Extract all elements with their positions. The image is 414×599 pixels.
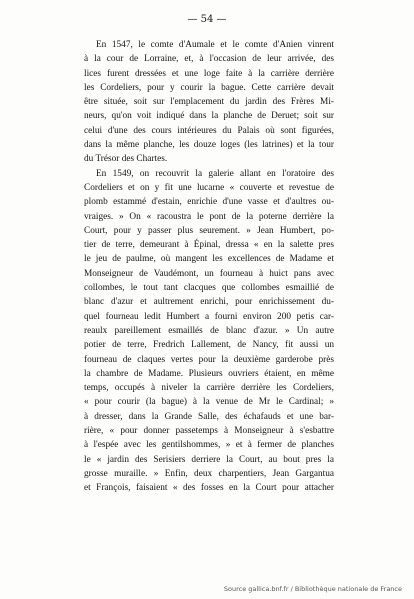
text-line: dans la même planche, les douze loges (les latrines) et la tour xyxy=(84,140,334,151)
text-line: plomb estammé d'estain, enrichie d'une vasse et d'aultres ou- xyxy=(84,197,334,208)
paragraph xyxy=(84,167,334,496)
text-line: blanc d'azur et aultrement enrichi, pour enrichissement du- xyxy=(84,297,334,308)
text-line: à l'espée avec les gentilshommes, » et à fermer de planches xyxy=(84,440,334,451)
text-line: tier de terre, demeurant à Épinal, dressa « en la salette pres xyxy=(84,240,334,251)
text-line: collombes, le tout tant clacques que collombes esmaillié de xyxy=(84,283,334,294)
text-line: rière, « pour donner passetemps à Monseigneur à s'esbattre xyxy=(84,426,334,437)
page-number: — 54 — xyxy=(187,14,227,25)
text-line: potier de terre, Fredrich Lallement, de Nancy, fit aussi un xyxy=(84,340,334,351)
text-line: quel fourneau ledit Humbert a fourni environ 200 petis car- xyxy=(84,311,334,322)
text-line: Monseigneur de Vaudémont, un fourneau à huict pans avec xyxy=(84,268,334,279)
text-line: vraiges. » On « racoustra le pont de la poterne derrière la xyxy=(84,211,334,222)
text-line: neurs, qu'on voit indiqué dans la planche de Deruet; soit sur xyxy=(84,111,334,122)
text-line: fourneau de claques vertes pour la deuxième garderobe près xyxy=(84,354,334,365)
text-line: et François, faisaient « des fosses en la Court pour attacher xyxy=(84,483,334,494)
text-line: Cordeliers et on y fit une lucarne « couverte et revestue de xyxy=(84,182,334,193)
text-line: temps, occupés à niveler la carrière derrière les Cordeliers, xyxy=(84,383,334,394)
text-line: les Cordeliers, pour y courir la bague. Cette carrière devait xyxy=(84,82,334,93)
text-line: En 1549, on recouvrit la galerie allant en l'oratoire des xyxy=(96,168,334,179)
source-attribution: Source gallica.bnf.fr / Bibliothèque nationale de France xyxy=(223,585,402,593)
text-line: Court, pour y passer plus seurement. » Jean Humbert, po- xyxy=(84,225,334,236)
text-line: à la cour de Lorraine, et, à l'occasion de leur arrivée, des xyxy=(84,54,334,65)
text-line: « pour courir (la bague) à la venue de Mr le Cardinal; » xyxy=(84,397,334,408)
text-line: être située, soit sur l'emplacement du jardin des Frères Mi- xyxy=(84,97,334,108)
body-text xyxy=(84,38,334,496)
text-line: En 1547, le comte d'Aumale et le comte d'Anien vinrent xyxy=(96,40,334,50)
text-line: le « jardin des Serisiers derriere la Court, au bout pres la xyxy=(84,454,334,465)
text-line: lices furent dressées et une loge faite à la carrière derrière xyxy=(84,68,334,79)
text-line: le jeu de paulme, où mangent les excellences de Madame et xyxy=(84,254,334,265)
paragraph xyxy=(84,38,334,167)
text-line: à dresser, dans la Grande Salle, des échafauds et une bar- xyxy=(84,411,334,422)
text-line: grosse muraille. » Enfin, deux charpentiers, Jean Gargantua xyxy=(84,468,334,479)
text-line: celui d'une des cours intérieures du Palais où sont figurées, xyxy=(84,125,334,136)
text-line: la chambre de Madame. Plusieurs ouvriers étaient, en même xyxy=(84,368,334,379)
text-line: du Trésor des Chartes. xyxy=(84,154,168,165)
text-line: reaulx pareillement esmaillés de blanc d'azur. » Un autre xyxy=(84,325,334,336)
